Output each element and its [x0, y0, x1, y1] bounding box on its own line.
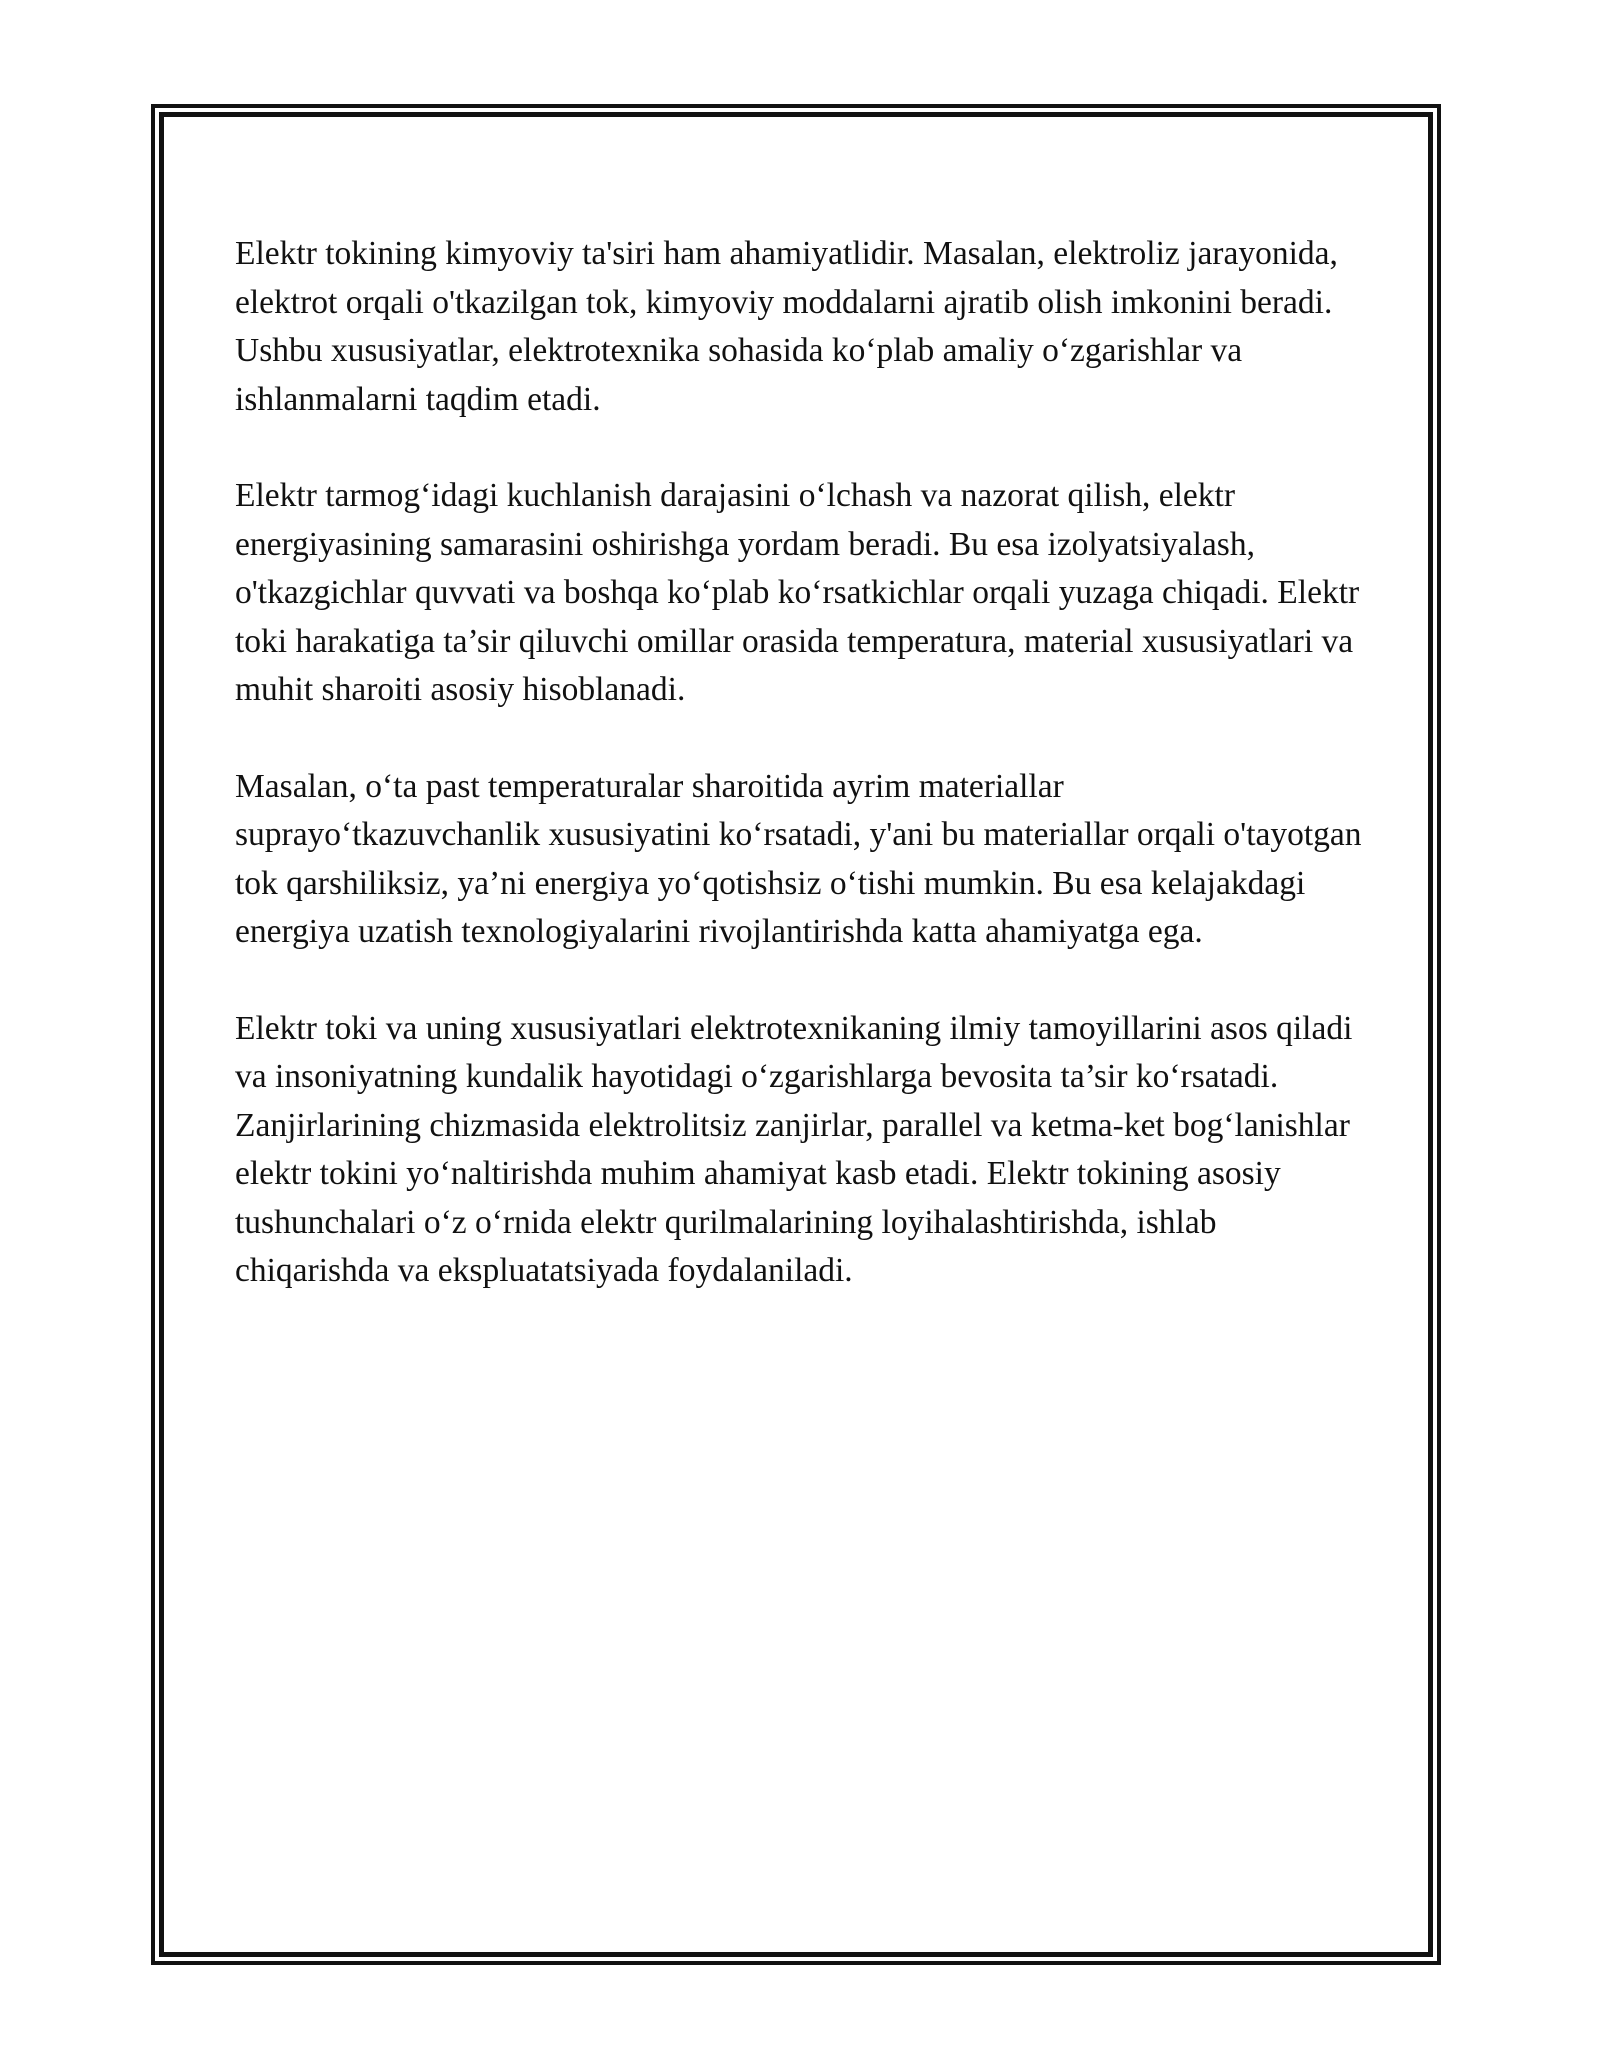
paragraph-2: Elektr tarmogʻidagi kuchlanish darajasini oʻlchash va nazorat qilish, elektr energiyasining samarasini oshirishga yordam beradi. Bu esa izolyatsiyalash, o'tkazgichlar quvvati va boshqa koʻplab koʻrsatkichlar orqali yuzaga chiqadi. Elektr toki harakatiga ta’sir qiluvchi omillar orasida temperatura, material xususiyatlari va muhit sharoiti asosiy hisoblanadi.: [235, 477, 1360, 708]
document-body: [235, 230, 1365, 1344]
paragraph-4: Elektr toki va uning xususiyatlari elektrotexnikaning ilmiy tamoyillarini asos qiladi va insoniyatning kundalik hayotidagi oʻzgarishlarga bevosita ta’sir koʻrsatadi. Zanjirlarining chizmasida elektrolitsiz zanjirlar, parallel va ketma-ket bogʻlanishlar elektr tokini yoʻnaltirishda muhim ahamiyat kasb etadi. Elektr tokining asosiy tushunchalari oʻz oʻrnida elektr qurilmalarining loyihalashtirishda, ishlab chiqarishda va ekspluatatsiyada foydalaniladi.: [235, 1009, 1353, 1289]
paragraph-1: Elektr tokining kimyoviy ta'siri ham ahamiyatlidir. Masalan, elektroliz jarayonida, elektrot orqali o'tkazilgan tok, kimyoviy moddalarni ajratib olish imkonini beradi. Ushbu xususiyatlar, elektrotexnika sohasida koʻplab amaliy oʻzgarishlar va ishlanmalarni taqdim etadi.: [235, 235, 1338, 418]
paragraph-3: Masalan, oʻta past temperaturalar sharoitida ayrim materiallar suprayoʻtkazuvchanlik xususiyatini koʻrsatadi, y'ani bu materiallar orqali o'tayotgan tok qarshiliksiz, ya’ni energiya yoʻqotishsiz oʻtishi mumkin. Bu esa kelajakdagi energiya uzatish texnologiyalarini rivojlantirishda katta ahamiyatga ega.: [235, 767, 1362, 950]
